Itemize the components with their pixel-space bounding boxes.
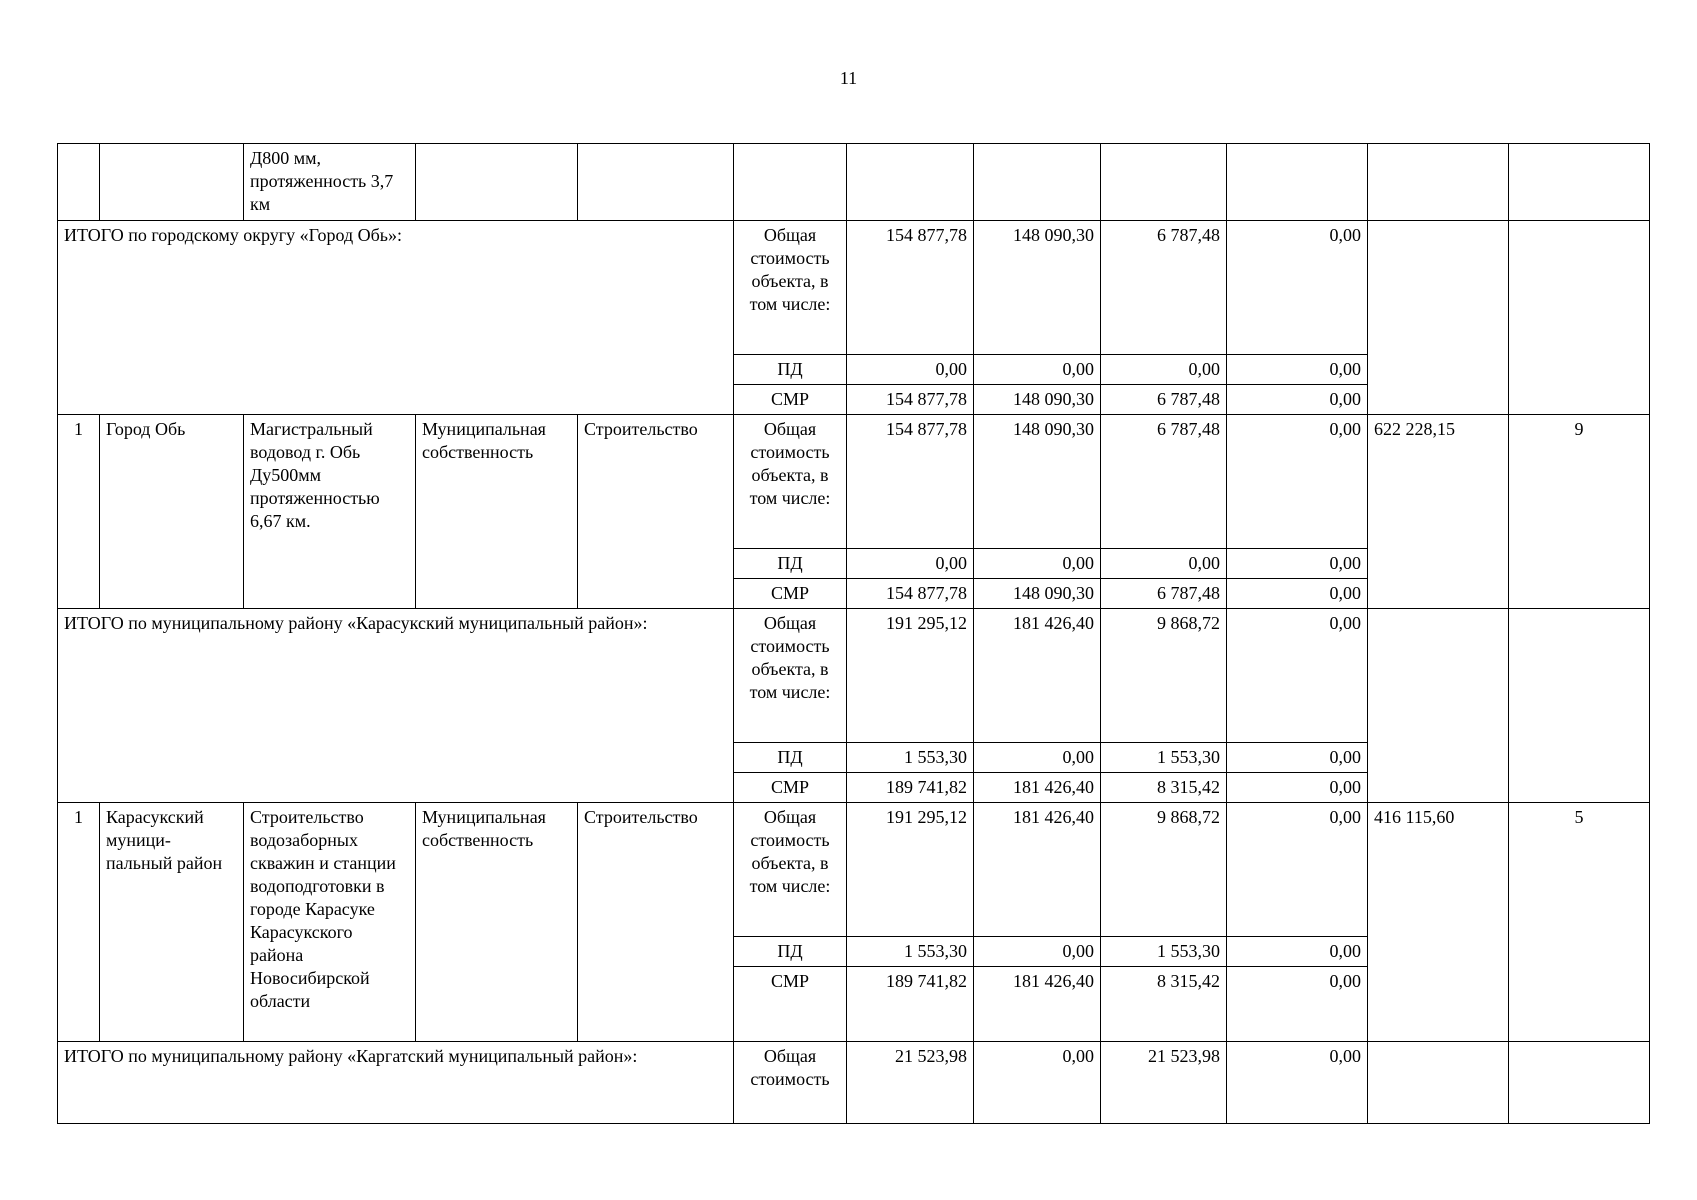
table-row: [58, 144, 1650, 221]
table-row: [58, 221, 1650, 355]
cell-value: 6 787,48: [1101, 415, 1227, 549]
cell-value: 148 090,30: [974, 221, 1101, 355]
cell-value: 0,00: [974, 937, 1101, 967]
cell-value: 154 877,78: [847, 221, 974, 355]
smr-label: СМР: [734, 385, 847, 415]
cell-value: 0,00: [847, 355, 974, 385]
table-row: [58, 609, 1650, 743]
cell-value: 9 868,72: [1101, 609, 1227, 743]
extra-value: 622 228,15: [1368, 415, 1509, 609]
cell-value: 0,00: [1227, 967, 1368, 1042]
cell-value: 8 315,42: [1101, 773, 1227, 803]
table-row: [58, 1042, 1650, 1124]
cell-value: 0,00: [1227, 803, 1368, 937]
cost-label: Общая стоимость: [734, 1042, 847, 1124]
cell-value: 8 315,42: [1101, 967, 1227, 1042]
cell-value: 148 090,30: [974, 579, 1101, 609]
cell-value: 0,00: [1227, 937, 1368, 967]
cell-value: 9 868,72: [1101, 803, 1227, 937]
cell-value: 0,00: [1227, 415, 1368, 549]
cell-value: 0,00: [1227, 1042, 1368, 1124]
page-number: 11: [839, 68, 858, 88]
cell-value: 0,00: [1101, 549, 1227, 579]
cell-value: 0,00: [1227, 355, 1368, 385]
cell-value: 154 877,78: [847, 385, 974, 415]
cell-value: 1 553,30: [847, 743, 974, 773]
cell-value: 148 090,30: [974, 385, 1101, 415]
cell-value: 181 426,40: [974, 967, 1101, 1042]
cell-value: 0,00: [847, 549, 974, 579]
pd-label: ПД: [734, 743, 847, 773]
municipality: Город Обь: [100, 415, 244, 609]
cell-value: 1 553,30: [1101, 743, 1227, 773]
cell-value: 154 877,78: [847, 415, 974, 549]
smr-label: СМР: [734, 967, 847, 1042]
cell-value: 181 426,40: [974, 609, 1101, 743]
ownership: Муниципальная собственность: [416, 415, 578, 609]
table-row: [58, 803, 1650, 937]
municipality: Карасукский муници-пальный район: [100, 803, 244, 1042]
subtotal-title: ИТОГО по муниципальному району «Карасукский муниципальный район»:: [58, 609, 734, 803]
row-number: 1: [58, 803, 100, 1042]
smr-label: СМР: [734, 773, 847, 803]
row-number: 1: [58, 415, 100, 609]
cell-value: 0,00: [1227, 549, 1368, 579]
subtotal-title: ИТОГО по городскому округу «Город Обь»:: [58, 221, 734, 415]
cell-value: 0,00: [1227, 609, 1368, 743]
cell-value: 0,00: [1227, 579, 1368, 609]
ownership: Муниципальная собственность: [416, 803, 578, 1042]
object-description: Магистральный водовод г. Обь Ду500мм протяженностью 6,67 км.: [244, 415, 416, 609]
cell-value: 0,00: [1227, 743, 1368, 773]
cell-value: 181 426,40: [974, 773, 1101, 803]
cell-value: 0,00: [974, 743, 1101, 773]
cell-value: 154 877,78: [847, 579, 974, 609]
cell-value: 6 787,48: [1101, 579, 1227, 609]
cell-value: 191 295,12: [847, 803, 974, 937]
work-type: Строительство: [578, 803, 734, 1042]
cost-label: Общая стоимость объекта, в том числе:: [734, 415, 847, 549]
work-type: Строительство: [578, 415, 734, 609]
extra-count: 9: [1509, 415, 1650, 609]
pd-label: ПД: [734, 549, 847, 579]
pd-label: ПД: [734, 937, 847, 967]
cell-value: 148 090,30: [974, 415, 1101, 549]
cell-value: 0,00: [1101, 355, 1227, 385]
cell-value: 0,00: [974, 355, 1101, 385]
cell-value: 0,00: [1227, 385, 1368, 415]
investment-table: [57, 143, 1650, 1124]
cell-value: 191 295,12: [847, 609, 974, 743]
cell-value: 1 553,30: [1101, 937, 1227, 967]
cell-value: 189 741,82: [847, 773, 974, 803]
cell-value: 21 523,98: [847, 1042, 974, 1124]
subtotal-title: ИТОГО по муниципальному району «Каргатский муниципальный район»:: [58, 1042, 734, 1124]
cost-label: Общая стоимость объекта, в том числе:: [734, 803, 847, 937]
cost-label: Общая стоимость объекта, в том числе:: [734, 609, 847, 743]
cell-value: 0,00: [1227, 773, 1368, 803]
cell-value: 181 426,40: [974, 803, 1101, 937]
cost-label: Общая стоимость объекта, в том числе:: [734, 221, 847, 355]
smr-label: СМР: [734, 579, 847, 609]
pd-label: ПД: [734, 355, 847, 385]
extra-count: 5: [1509, 803, 1650, 1042]
cell-value: 6 787,48: [1101, 385, 1227, 415]
object-description: Д800 мм, протяженность 3,7 км: [244, 144, 416, 221]
cell-value: 189 741,82: [847, 967, 974, 1042]
table-row: [58, 415, 1650, 549]
extra-value: 416 115,60: [1368, 803, 1509, 1042]
object-description: Строительство водозаборных скважин и станции водоподготовки в городе Карасуке Карасукского района Новосибирской области: [244, 803, 416, 1042]
cell-value: 0,00: [1227, 221, 1368, 355]
cell-value: 0,00: [974, 549, 1101, 579]
cell-value: 6 787,48: [1101, 221, 1227, 355]
cell-value: 0,00: [974, 1042, 1101, 1124]
cell-value: 1 553,30: [847, 937, 974, 967]
cell-value: 21 523,98: [1101, 1042, 1227, 1124]
